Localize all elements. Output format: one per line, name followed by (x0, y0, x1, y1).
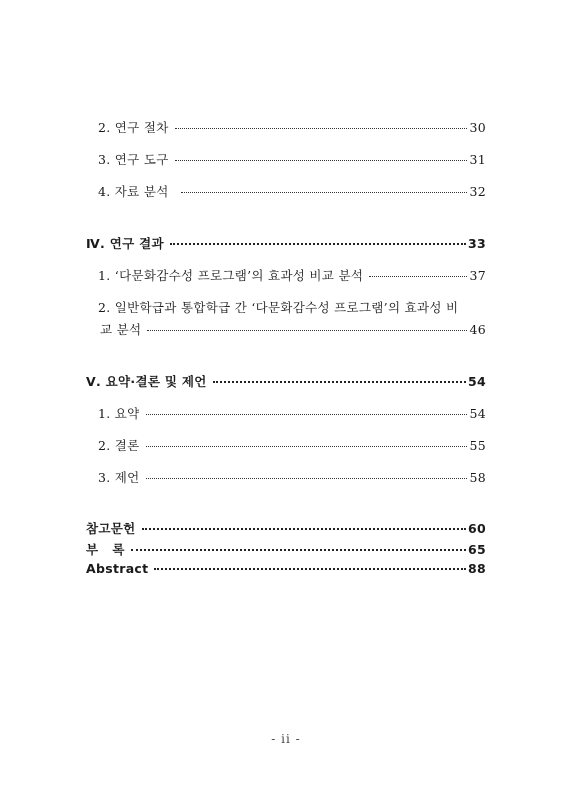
toc-entry-label: 2. 결론 (98, 438, 140, 453)
toc-chapter-label: Ⅴ. 요약·결론 및 제언 (86, 374, 207, 389)
toc-entry-class-comparison-line2[interactable] (98, 320, 486, 338)
dot-leader (369, 276, 467, 277)
toc-page-number: 37 (469, 268, 486, 283)
dot-leader (147, 330, 467, 331)
toc-page-number: 46 (469, 322, 486, 337)
toc-entry-label: 2. 일반학급과 통합학급 간 ‘다문화감수성 프로그램’의 효과성 비 (98, 300, 459, 315)
toc-chapter-label: Ⅳ. 연구 결과 (86, 236, 164, 251)
page-footer-number: - ii - (271, 732, 301, 746)
toc-entry-data-analysis[interactable] (98, 182, 486, 200)
dot-leader (175, 128, 468, 129)
toc-entry-research-procedure[interactable] (98, 118, 486, 136)
toc-page-number: 54 (469, 406, 486, 421)
toc-page-number: 88 (468, 561, 486, 576)
toc-entry-label: 1. 요약 (98, 406, 140, 421)
toc-chapter-label: 부 록 (86, 542, 125, 557)
dot-leader (181, 192, 468, 193)
toc-page-number: 30 (469, 120, 486, 135)
toc-page-number: 54 (468, 374, 486, 389)
toc-entry-label: 2. 연구 절차 (98, 120, 169, 135)
dot-leader (146, 446, 468, 447)
toc-page-number: 55 (469, 438, 486, 453)
dot-leader (154, 568, 466, 570)
toc-entry-class-comparison-line1[interactable] (98, 298, 490, 316)
toc-entry-label: 3. 제언 (98, 470, 140, 485)
toc-entry-label-continued: 교 분석 (100, 322, 142, 337)
toc-entry-summary[interactable] (98, 404, 486, 422)
toc-entry-label: 1. ‘다문화감수성 프로그램’의 효과성 비교 분석 (98, 268, 364, 283)
dot-leader (131, 549, 466, 551)
dot-leader (142, 528, 466, 530)
toc-entry-label: 4. 자료 분석 (98, 184, 169, 199)
toc-chapter-label: 참고문헌 (86, 521, 136, 536)
toc-chapter-label: Abstract (86, 561, 149, 576)
dot-leader (170, 243, 466, 245)
toc-page-number: 31 (469, 152, 486, 167)
toc-entry-conclusion[interactable] (98, 436, 486, 454)
toc-references[interactable] (86, 519, 486, 537)
toc-entry-label: 3. 연구 도구 (98, 152, 169, 167)
toc-entry-research-tools[interactable] (98, 150, 486, 168)
toc-page-number: 32 (469, 184, 486, 199)
toc-page-number: 60 (468, 521, 486, 536)
toc-entry-suggestions[interactable] (98, 468, 486, 486)
toc-abstract[interactable] (86, 561, 486, 576)
dot-leader (213, 381, 466, 383)
toc-page-number: 58 (469, 470, 486, 485)
dot-leader (146, 478, 468, 479)
toc-entry-effectiveness-comparison[interactable] (98, 266, 486, 284)
toc-chapter-summary-conclusion[interactable] (86, 372, 486, 390)
dot-leader (175, 160, 468, 161)
toc-chapter-results[interactable] (86, 234, 486, 252)
toc-appendix[interactable] (86, 540, 486, 558)
toc-page-number: 33 (468, 236, 486, 251)
toc-page-number: 65 (468, 542, 486, 557)
dot-leader (146, 414, 468, 415)
